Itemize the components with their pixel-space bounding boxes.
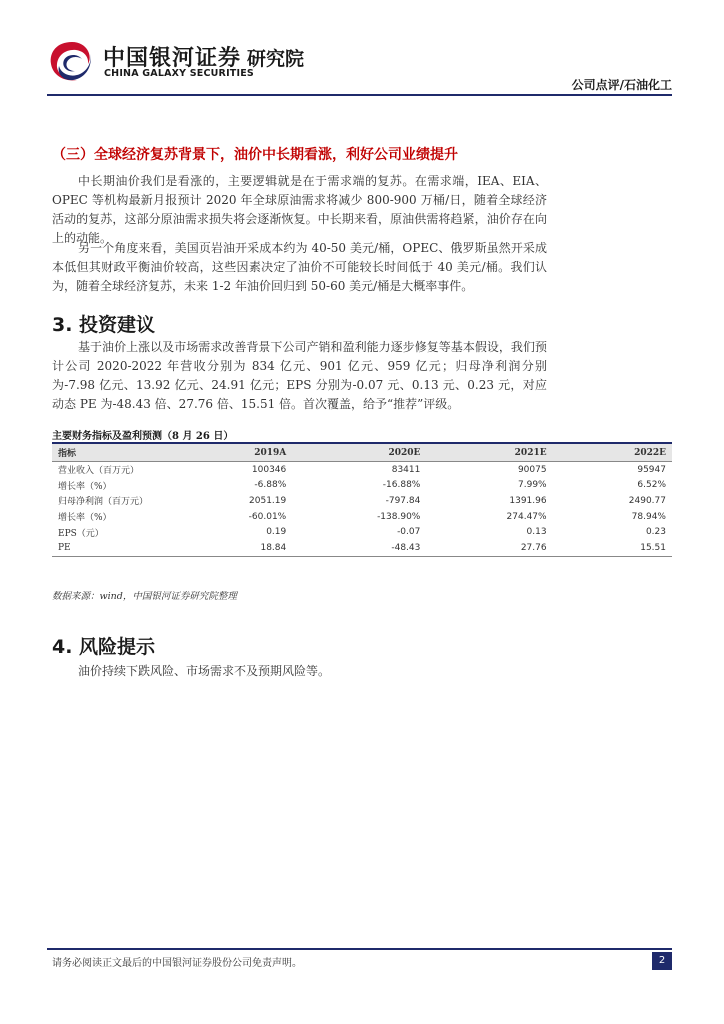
logo-subtitle: 研究院 — [247, 48, 305, 70]
table-header-cell: 2021E — [426, 443, 552, 462]
footer-disclaimer: 请务必阅读正文最后的中国银河证券股份公司免责声明。 — [52, 958, 302, 969]
table-row — [52, 462, 672, 478]
table-cell: 15.51 — [553, 540, 672, 556]
page-number: 2 — [652, 952, 672, 970]
table-cell: 增长率（%） — [58, 481, 112, 492]
logo-english: CHINA GALAXY SECURITIES — [104, 68, 254, 79]
table-cell: 0.13 — [526, 527, 547, 538]
table-cell: 100346 — [251, 464, 287, 475]
table-header-cell: 指标 — [52, 443, 172, 462]
report-category: 公司点评/石油化工 — [571, 78, 672, 92]
page-header — [0, 0, 724, 100]
table-row — [52, 478, 672, 494]
table-header-cell: 2019A — [172, 443, 292, 462]
table-row — [52, 493, 672, 509]
table-header-cell: 2022E — [553, 443, 672, 462]
table-cell: -797.84 — [385, 495, 421, 506]
table-row — [52, 524, 672, 540]
table-cell: -16.88% — [382, 480, 421, 491]
table-cell: -6.88% — [254, 480, 287, 491]
table-cell: 83411 — [391, 464, 421, 475]
table-cell: 7.99% — [518, 480, 547, 491]
table-title: 主要财务指标及盈利预测（8 月 26 日） — [52, 431, 234, 442]
table-cell: 95947 — [637, 464, 666, 475]
table-source-note: 数据来源：wind，中国银河证券研究院整理 — [52, 591, 237, 602]
financial-table — [52, 442, 672, 557]
table-header-row — [52, 443, 672, 462]
logo-text: 中国银河证券 研究院 — [103, 46, 305, 71]
table-cell: -138.90% — [377, 511, 421, 522]
table-row — [52, 509, 672, 525]
paragraph-supply: 另一个角度来看，美国页岩油开采成本约为 40-50 美元/桶，OPEC、俄罗斯虽然开采成本低但其财政平衡油价较高，这些因素决定了油价不可能较长时间低于 40 美元/桶。我们认为，随着全球经济复苏，未来 1-2 年油价回归到 50-60 美元/桶是大概率事件。 — [52, 241, 547, 293]
table-cell: 营业收入（百万元） — [58, 466, 140, 477]
paragraph-demand: 中长期油价我们是看涨的，主要逻辑就是在于需求端的复苏。在需求端，IEA、EIA、OPEC 等机构最新月报预计 2020 年全球原油需求将减少 800-900 万桶/日，随着全球经济活动的复苏，这部分原油需求损失将会逐渐恢复。中长期来看，原油供需将趋紧，油价存在向上的动能。 — [52, 174, 547, 245]
table-cell: 6.52% — [637, 480, 666, 491]
table-cell: 0.19 — [266, 527, 287, 538]
table-cell: -48.43 — [292, 540, 426, 556]
table-cell: 18.84 — [172, 540, 292, 556]
table-header-cell: 2020E — [292, 443, 426, 462]
table-cell: -0.07 — [397, 527, 421, 538]
table-cell: EPS（元） — [58, 528, 104, 539]
paragraph-risk: 油价持续下跌风险、市场需求不及预期风险等。 — [78, 664, 331, 678]
header-divider — [47, 94, 672, 96]
section-title-risk: 4. 风险提示 — [52, 636, 156, 658]
table-cell: 0.23 — [645, 527, 666, 538]
table-cell: 2490.77 — [628, 495, 666, 506]
table-cell: -60.01% — [248, 511, 287, 522]
table-cell: 90075 — [517, 464, 547, 475]
galaxy-logo-icon — [47, 40, 97, 84]
section-title-investment: 3. 投资建议 — [52, 314, 156, 336]
table-cell: 274.47% — [506, 511, 547, 522]
table-cell: 归母净利润（百万元） — [58, 497, 149, 508]
footer-divider — [47, 948, 672, 950]
table-cell: PE — [52, 540, 172, 556]
paragraph-investment: 基于油价上涨以及市场需求改善背景下公司产销和盈利能力逐步修复等基本假设，我们预计公司 2020-2022 年营收分别为 834 亿元、901 亿元、959 亿元；归母净利润分别为-7.98 亿元、13.92 亿元、24.91 亿元；EPS 分别为-0.07 元、0.13 元、0.23 元，对应动态 PE 为-48.43 倍、27.76 倍、15.51 倍。首次覆盖，给予“推荐”评级。 — [52, 340, 547, 411]
subsection-title: （三）全球经济复苏背景下，油价中长期看涨，利好公司业绩提升 — [52, 147, 458, 163]
table-cell: 1391.96 — [509, 495, 547, 506]
table-row — [52, 540, 672, 556]
table-cell: 2051.19 — [249, 495, 287, 506]
table-cell: 78.94% — [631, 511, 666, 522]
table-cell: 增长率（%） — [58, 513, 112, 524]
table-cell: 27.76 — [426, 540, 552, 556]
